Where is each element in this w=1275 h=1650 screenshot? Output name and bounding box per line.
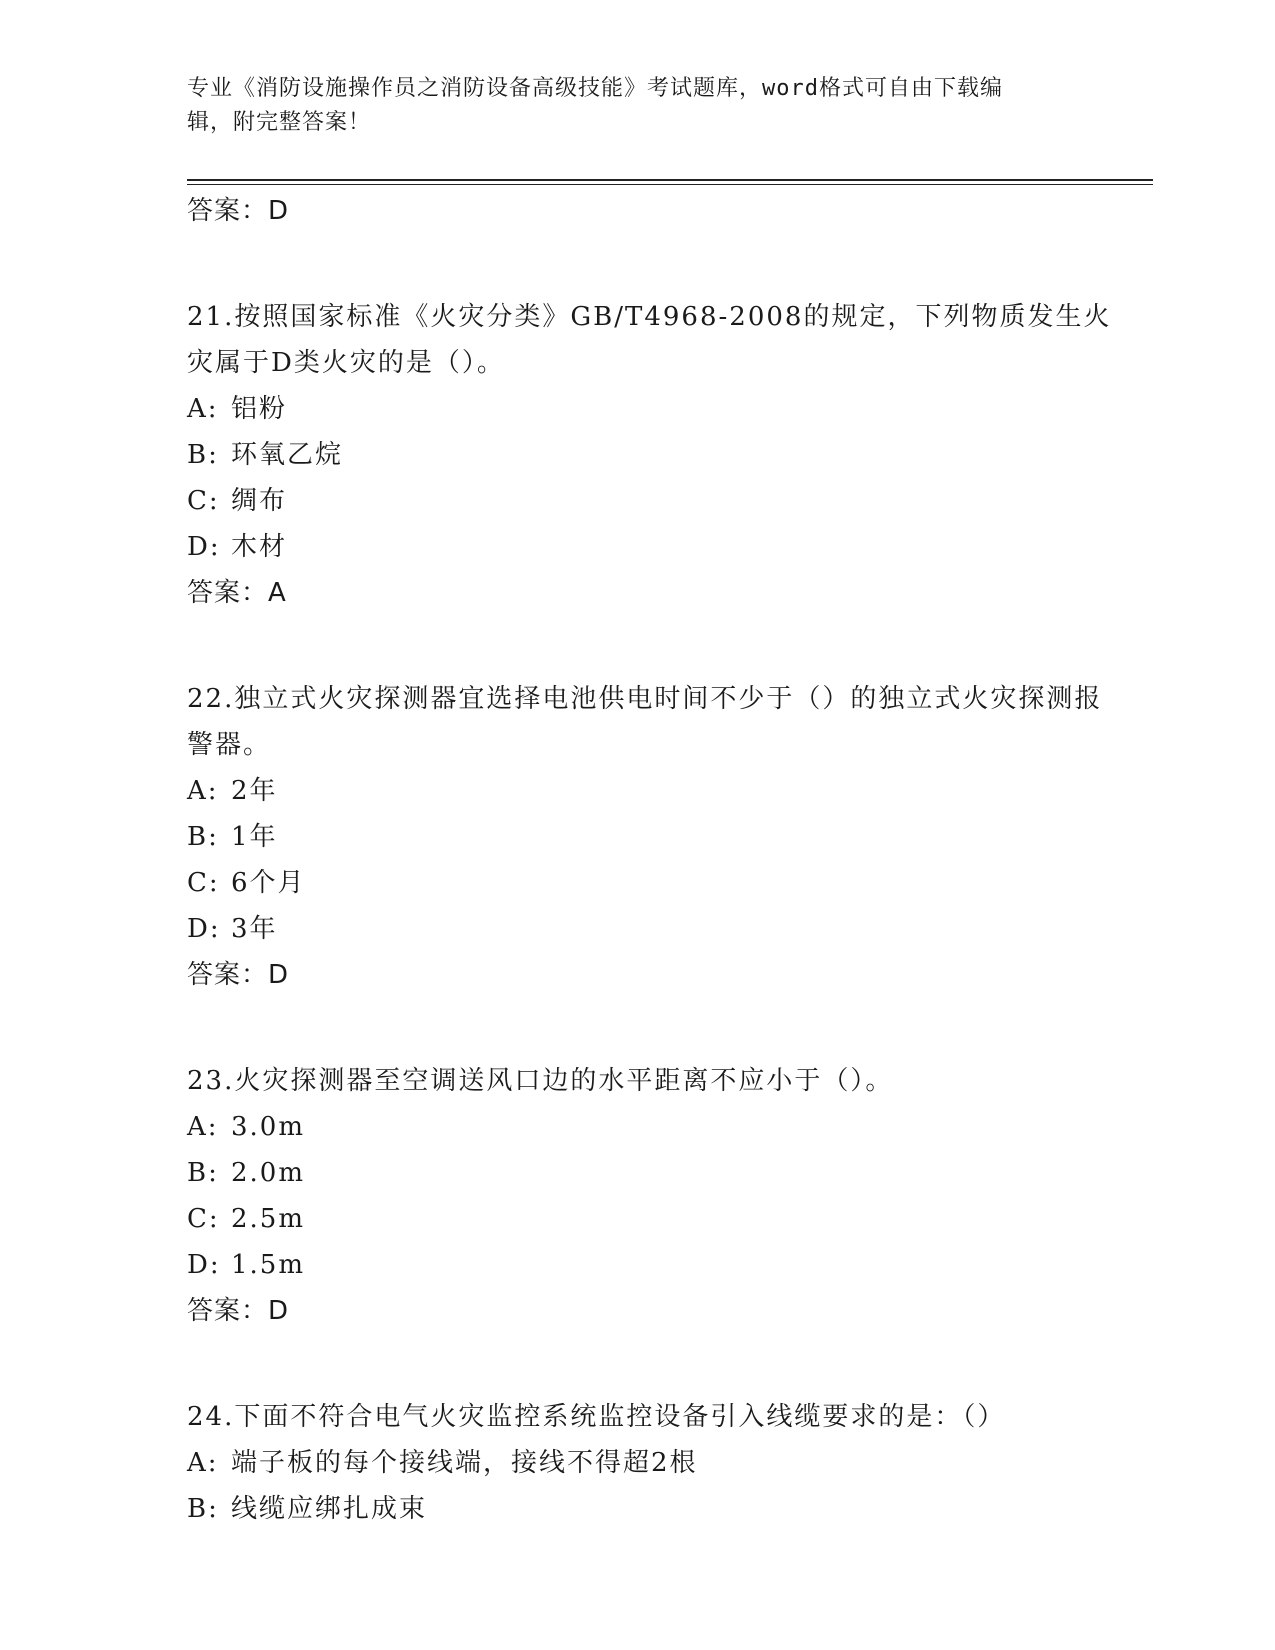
option-text: 端子板的每个接线端，接线不得超2根: [231, 1448, 698, 1478]
option-letter: D:: [187, 914, 221, 944]
header-line-1: 专业《消防设施操作员之消防设备高级技能》考试题库，word格式可自由下载编: [187, 76, 1003, 101]
answer-line: 答案：A: [187, 578, 287, 608]
option-letter: D:: [187, 532, 221, 562]
option-text: 1年: [231, 822, 278, 852]
option-letter: A:: [187, 394, 219, 424]
option-letter: D:: [187, 1250, 221, 1280]
option-a: [187, 768, 1117, 814]
option-letter: A:: [187, 1112, 219, 1142]
document-body: [187, 188, 1117, 1532]
option-text: 2年: [231, 776, 278, 806]
option-text: 木材: [231, 532, 288, 562]
option-letter: B:: [187, 1158, 219, 1188]
option-text: 3年: [231, 914, 278, 944]
option-c: [187, 1196, 1117, 1242]
answer-line: 答案：D: [187, 1296, 290, 1326]
option-text: 6个月: [231, 868, 306, 898]
option-a: [187, 386, 1117, 432]
option-a: [187, 1104, 1117, 1150]
question-stem: 22.独立式火灾探测器宜选择电池供电时间不少于（）的独立式火灾探测报警器。: [187, 684, 1103, 760]
option-b: [187, 814, 1117, 860]
option-letter: B:: [187, 440, 219, 470]
question-22: [187, 676, 1117, 998]
option-c: [187, 860, 1117, 906]
option-text: 2.5m: [231, 1204, 306, 1234]
option-c: [187, 478, 1117, 524]
option-text: 线缆应绑扎成束: [231, 1494, 428, 1524]
option-d: [187, 524, 1117, 570]
question-stem: 24.下面不符合电气火灾监控系统监控设备引入线缆要求的是：（）: [187, 1402, 1006, 1432]
option-text: 3.0m: [231, 1112, 306, 1142]
option-letter: A:: [187, 776, 219, 806]
question-21: [187, 294, 1117, 616]
option-b: [187, 1486, 1117, 1532]
option-text: 1.5m: [231, 1250, 306, 1280]
option-letter: B:: [187, 822, 219, 852]
option-d: [187, 906, 1117, 952]
page-header: [187, 72, 1067, 140]
option-text: 铝粉: [231, 394, 288, 424]
option-text: 环氧乙烷: [231, 440, 344, 470]
header-divider: [187, 179, 1153, 185]
option-b: [187, 432, 1117, 478]
option-letter: C:: [187, 1204, 220, 1234]
option-text: 2.0m: [231, 1158, 306, 1188]
option-d: [187, 1242, 1117, 1288]
previous-answer: 答案：D: [187, 196, 290, 226]
option-letter: A:: [187, 1448, 219, 1478]
option-b: [187, 1150, 1117, 1196]
question-stem: 23.火灾探测器至空调送风口边的水平距离不应小于（）。: [187, 1066, 894, 1096]
question-23: [187, 1058, 1117, 1334]
header-line-2: 辑，附完整答案！: [187, 110, 372, 135]
option-letter: C:: [187, 486, 220, 516]
option-text: 绸布: [231, 486, 288, 516]
option-a: [187, 1440, 1117, 1486]
question-stem: 21.按照国家标准《火灾分类》GB/T4968-2008的规定，下列物质发生火灾属于D类火灾的是（）。: [187, 302, 1112, 378]
option-letter: C:: [187, 868, 220, 898]
option-letter: B:: [187, 1494, 219, 1524]
question-24: [187, 1394, 1117, 1532]
answer-line: 答案：D: [187, 960, 290, 990]
